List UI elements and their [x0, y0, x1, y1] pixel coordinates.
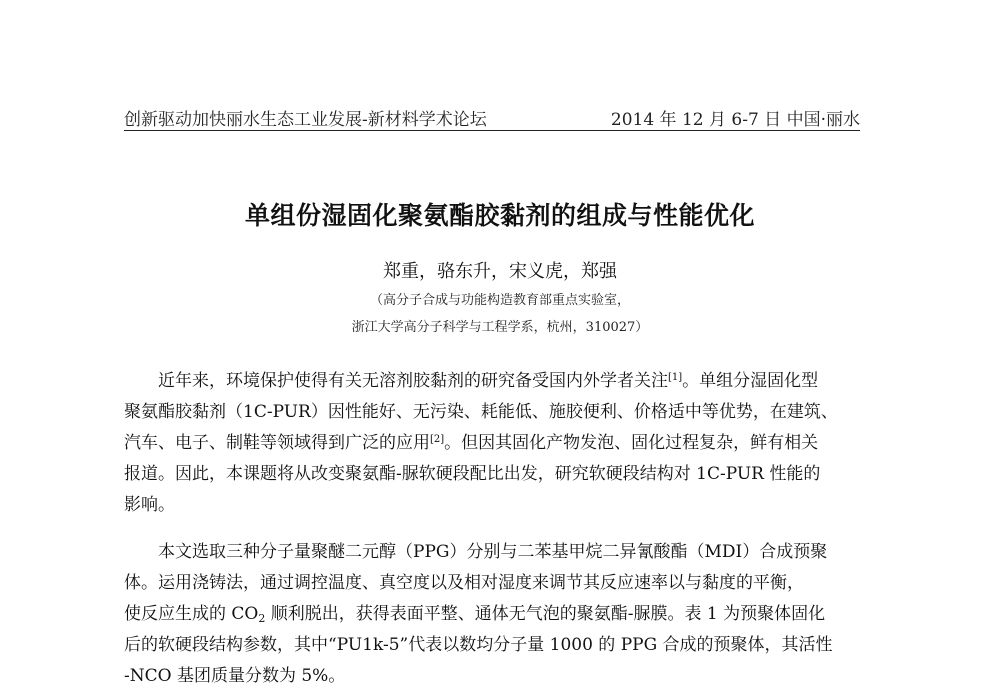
affiliation-line-2: 浙江大学高分子科学与工程学系，杭州，310027） [351, 320, 649, 335]
running-header [124, 105, 860, 129]
text-line: 聚氨酯胶黏剂（1C-PUR）因性能好、无污染、耗能低、施胶便利、价格适中等优势，在建筑、 [124, 402, 838, 422]
conference-date-location: 2014 年 12 月 6-7 日 中国·丽水 [610, 110, 860, 130]
author-list: 郑重，骆东升，宋义虎，郑强 [383, 261, 617, 282]
conference-name: 创新驱动加快丽水生态工业发展-新材料学术论坛 [124, 110, 487, 130]
paragraph-intro [124, 366, 860, 521]
paragraph-method [124, 537, 860, 692]
text-line: 本文选取三种分子量聚醚二元醇（PPG）分别与二苯基甲烷二异氰酸酯（MDI）合成预聚 [158, 542, 828, 562]
text-line: -NCO 基团质量分数为 5%。 [124, 666, 346, 686]
text-line: 使反应生成的 $CO_2$ 顺利脱出，获得表面平整、通体无气泡的聚氨酯-脲膜。表 1 为预聚体固化 [124, 604, 826, 625]
subscript-2: 2 [258, 612, 266, 625]
paper-title: 单组份湿固化聚氨酯胶黏剂的组成与性能优化 [244, 201, 755, 230]
citation-ref-1[interactable]: [1] [668, 372, 683, 383]
text-line: 近年来，环境保护使得有关无溶剂胶黏剂的研究备受国内外学者关注[1]。单组分湿固化型 [158, 371, 819, 391]
text-line: 影响。 [124, 495, 175, 515]
header-rule [124, 130, 860, 131]
text-line: 汽车、电子、制鞋等领域得到广泛的应用[2]。但因其固化产物发泡、固化过程复杂，鲜有相关 [124, 433, 819, 453]
text-line: 后的软硬段结构参数，其中“PU1k-5”代表以数均分子量 1000 的 PPG 合成的预聚体，其活性 [124, 635, 833, 655]
citation-ref-2[interactable]: [2] [430, 434, 445, 445]
affiliation-line-1: （高分子合成与功能构造教育部重点实验室， [369, 293, 630, 308]
text-line: 体。运用浇铸法，通过调控温度、真空度以及相对湿度来调节其反应速率以与黏度的平衡， [124, 573, 804, 593]
text-line: 报道。因此，本课题将从改变聚氨酯-脲软硬段配比出发，研究软硬段结构对 1C-PUR 性能的 [124, 464, 821, 484]
